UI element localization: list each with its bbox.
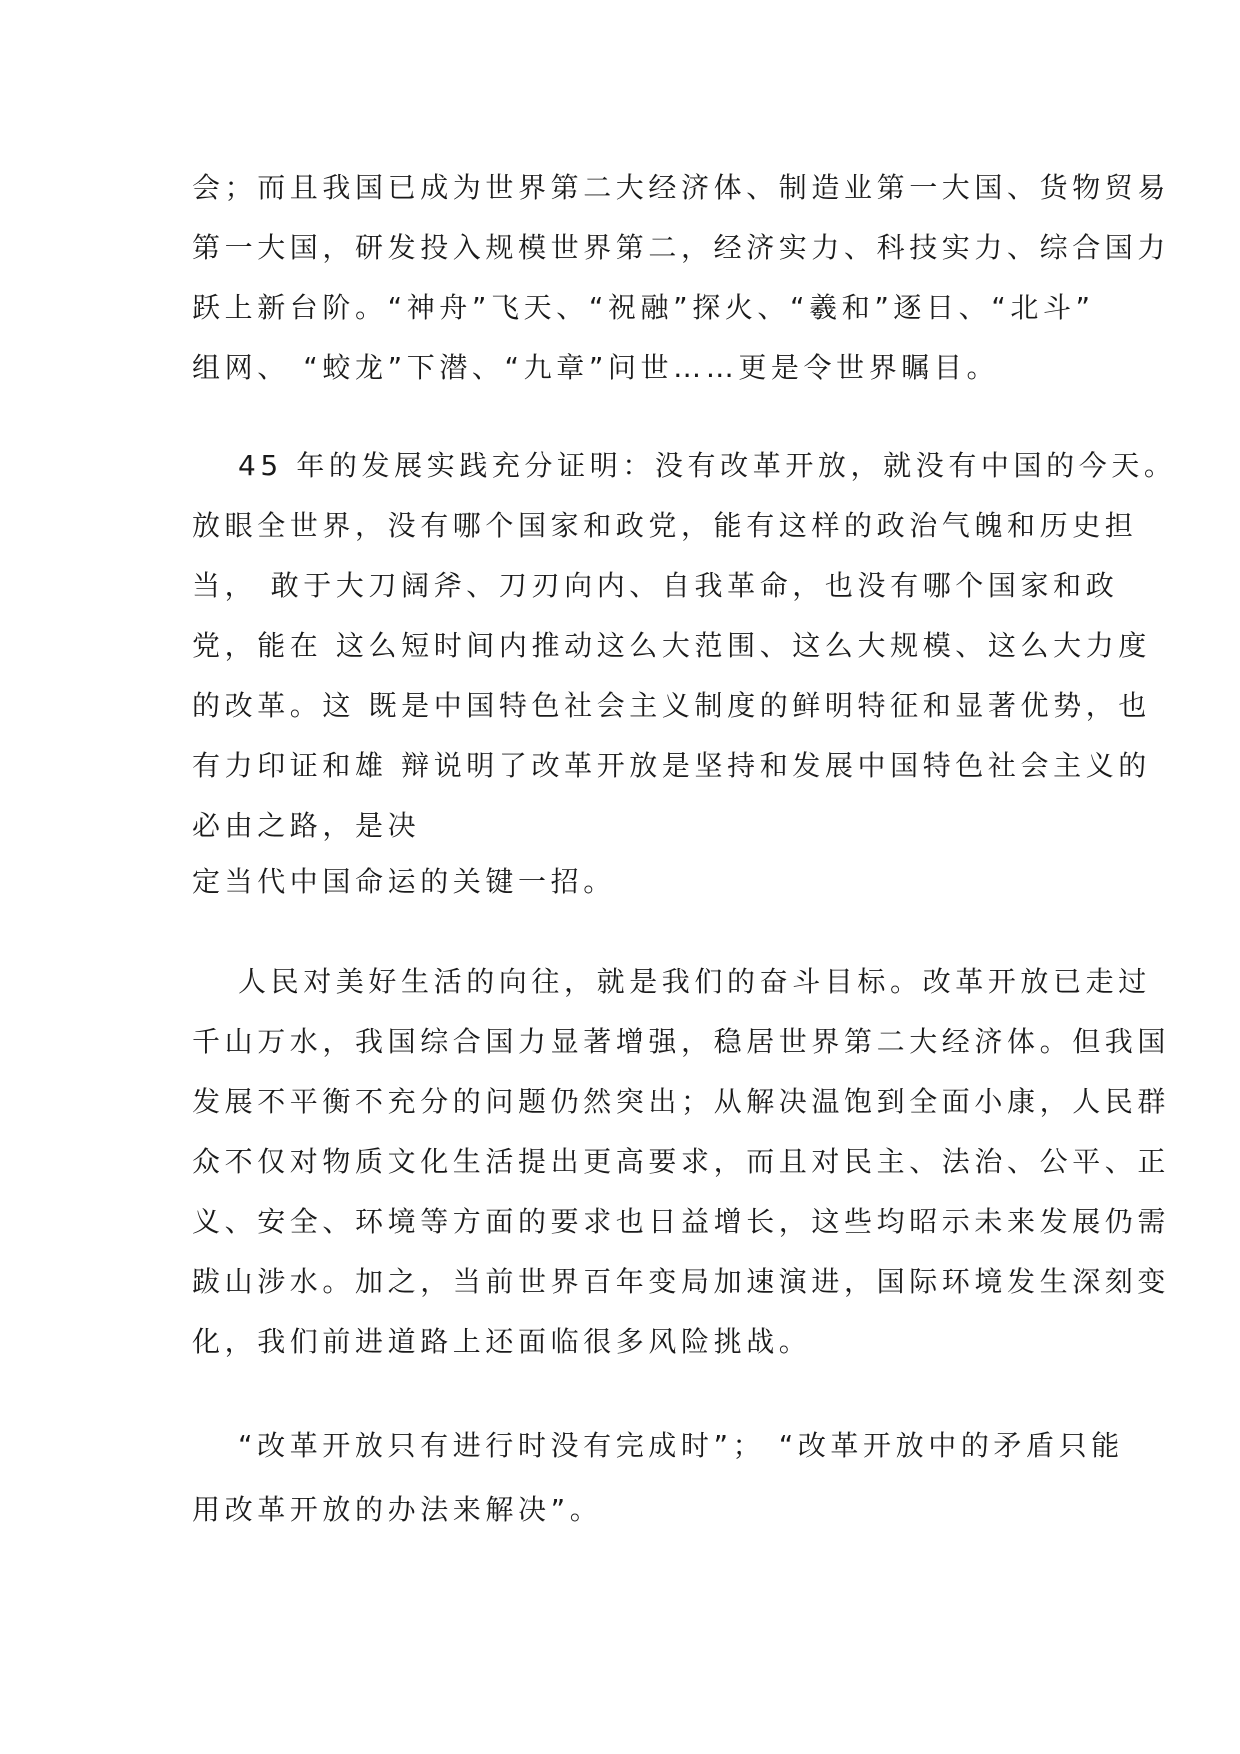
text-line: 第一大国，研发投入规模世界第二，经济实力、科技实力、综合国力 [192,231,1171,264]
text-line: 有力印证和雄 辩说明了改革开放是坚持和发展中国特色社会主义的 [192,749,1151,782]
text-line: 定当代中国命运的关键一招。 [192,865,616,898]
text-line: 党，能在 这么短时间内推动这么大范围、这么大规模、这么大力度 [192,629,1151,662]
text-line: 组网、 “蛟龙”下潜、“九章”问世……更是令世界瞩目。 [192,351,1000,384]
text-line: 发展不平衡不充分的问题仍然突出；从解决温饱到全面小康，人民群 [192,1085,1171,1118]
text-line: 的改革。这 既是中国特色社会主义制度的鲜明特征和显著优势，也 [192,689,1151,722]
text-line: 当， 敢于大刀阔斧、刀刃向内、自我革命，也没有哪个国家和政 [192,569,1119,602]
text-line: 化，我们前进道路上还面临很多风险挑战。 [192,1325,812,1358]
text-line: 跋山涉水。加之，当前世界百年变局加速演进，国际环境发生深刻变 [192,1265,1171,1298]
text-line: 跃上新台阶。“神舟”飞天、“祝融”探火、“羲和”逐日、“北斗” [192,291,1095,324]
text-line: 人民对美好生活的向往，就是我们的奋斗目标。改革开放已走过 [238,965,1151,998]
text-line: 千山万水，我国综合国力显著增强，稳居世界第二大经济体。但我国 [192,1025,1171,1058]
text-line: 放眼全世界，没有哪个国家和政党，能有这样的政治气魄和历史担 [192,509,1138,542]
text-line: 45 年的发展实践充分证明：没有改革开放，就没有中国的今天。 [238,449,1177,482]
text-line: “改革开放只有进行时没有完成时”； “改革开放中的矛盾只能 [238,1429,1124,1462]
text-line: 用改革开放的办法来解决”。 [192,1493,603,1526]
text-line: 众不仅对物质文化生活提出更高要求，而且对民主、法治、公平、正 [192,1145,1171,1178]
text-line: 必由之路，是决 [192,809,421,842]
text-line: 义、安全、环境等方面的要求也日益增长，这些均昭示未来发展仍需 [192,1205,1171,1238]
text-line: 会；而且我国已成为世界第二大经济体、制造业第一大国、货物贸易 [192,171,1171,204]
